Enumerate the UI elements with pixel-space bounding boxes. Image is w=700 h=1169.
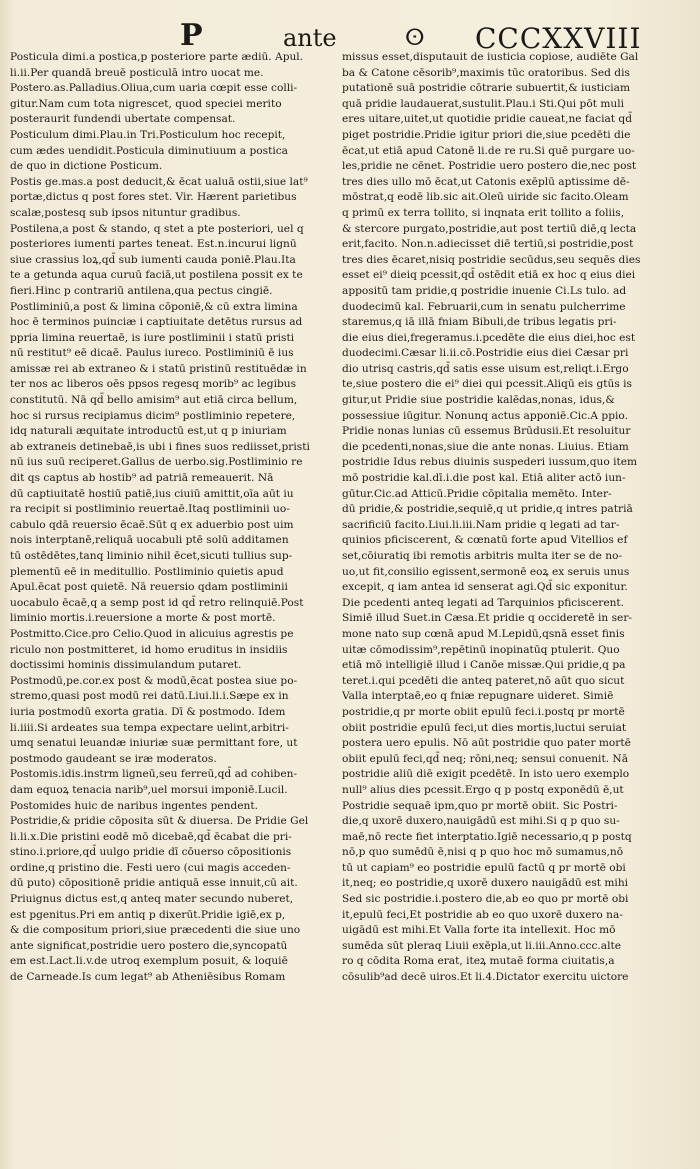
text-line: Postmitto.Cice.pro Celio.Quod in alicuius agrestis pe xyxy=(10,627,294,640)
text-line: & stercore purgato,postridie,aut post tertiū diē,q lecta xyxy=(342,222,637,235)
text-line: mone nato sup cœnā apud M.Lepidū,qsnā esset finis xyxy=(342,627,625,640)
text-line: dit qs captus ab hostib⁹ ad patriā remeauerit. Nā xyxy=(10,472,274,485)
text-line: sumēda sūt pleraq Liuii exēpla,ut li.iii.Anno.ccc.alte xyxy=(342,939,622,952)
text-line: liminio mortis.i.reuersione a morte & post mortē. xyxy=(10,612,276,625)
section-letter: P xyxy=(180,18,203,53)
text-line: postmodo gaudeant se iræ moderatos. xyxy=(10,752,217,765)
text-line: Pridie nonas lunias cū essemus Brūdusii.Et resoluitur xyxy=(342,425,631,438)
text-line: uocabulo ēcaē,q a semp post id qd̄ retro relinquiē.Post xyxy=(10,596,304,609)
text-line: constitutū. Nā qd̄ bello amisim⁹ aut etiā circa bellum, xyxy=(10,394,298,407)
text-line: Postero.as.Palladius.Oliua,cum uaria cœpit esse colli- xyxy=(10,82,298,95)
text-line: postera uero epulis. Nō aūt postridie quo pater mortē xyxy=(342,737,631,750)
text-line: umq senatui leuandæ iniuriæ suæ permittant fore, ut xyxy=(10,737,298,750)
text-line: nois interptanē,reliquā uocabuli ptē solū additamen xyxy=(10,534,289,547)
text-line: appositū tam pridie,q postridie inuenie Ci.Ls tulo. ad xyxy=(342,284,627,297)
text-line: gitur.Nam cum tota nigrescet, quod speciei merito xyxy=(10,97,282,110)
text-line: staremus,q iā illā fniam Bibuli,de tribus legatis pri- xyxy=(342,316,617,329)
text-line: Postomides huic de naribus ingentes pendent. xyxy=(10,799,258,812)
text-line: sacrificiū facito.Liui.li.iii.Nam pridie q legati ad tar- xyxy=(342,518,620,531)
text-line: ppria limina reuertaē, is iure postliminii i statū pristi xyxy=(10,331,295,344)
text-line: die,q uxorē duxero,nauigādū est mihi.Si q p quo su- xyxy=(342,815,620,828)
text-line: erit,facito. Non.n.adiecisset diē tertiū,si postridie,post xyxy=(342,238,634,251)
text-line: siue crassius loꝝ,qd̄ sub iumenti cauda poniē.Plau.Ita xyxy=(10,253,296,266)
text-line: maē,nō recte fiet interptatio.Igiē necessario,q p postq xyxy=(342,830,632,843)
text-line: dū captiuitatē hostiū patiē,ius ciuiū amittit,oīa aūt iu xyxy=(10,487,294,500)
text-line: ēcat,ut etiā apud Catonē li.de re ru.Si quē purgare uo- xyxy=(342,144,635,157)
text-line: te,siue postero die ei⁹ diei qui pcessit.Aliqū eis gtūs is xyxy=(342,378,632,391)
text-line: dū pridie,& postridie,sequiē,q ut pridie,q intres patriā xyxy=(342,503,633,516)
text-line: hoc ē terminos puinciæ i captiuitate detētus rursus ad xyxy=(10,316,303,329)
text-line: Postilena,a post & stando, q stet a pte posteriori, uel q xyxy=(10,222,304,235)
text-line: set,cōiuratiq ibi remotis arbitris multa iter se de no- xyxy=(342,550,623,562)
text-line: possessiue iūgitur. Nonunq actus apponiē.Cic.A ppio. xyxy=(342,409,628,422)
text-line: ordine,q pristino die. Festi uero (cui magis acceden- xyxy=(10,861,291,874)
text-line: postridie aliū diē exigit pcedētē. In isto uero exemplo xyxy=(342,768,630,781)
text-line: em est.Lact.li.v.de utroq exemplum posuit, & loquiē xyxy=(10,955,288,968)
text-line: doctissimi hominis dissimulandum putaret. xyxy=(10,659,242,672)
text-line: tres dies ēcaret,nisiq postridie secūdus,seu sequēs dies xyxy=(342,253,641,266)
folio-number: CCCXXVIII xyxy=(475,22,642,55)
text-line: ab extraneis detinebaē,is ubi i fines suos rediisset,pristi xyxy=(10,440,310,453)
text-line: iuria postmodū exorta gratia. Dī & postmodo. Idem xyxy=(10,705,286,718)
text-line: Sed sic postridie.i.postero die,ab eo quo pr mortē obi xyxy=(342,893,629,906)
text-line: null⁹ alius dies pcessit.Ergo q p postq exponēdū ē,ut xyxy=(342,783,624,796)
text-line: mō postridie kal.dī.i.die post kal. Etiā aliter actō iun- xyxy=(342,472,626,485)
text-line: Postis ge.mas.a post deducit,& ēcat ualuā ostii,siue lat⁹ xyxy=(10,175,308,188)
text-line: idq naturali æquitate introductū est,ut q p iniuriam xyxy=(10,425,287,438)
text-line: nō,p quo sumēdū ē,nisi q p quo hoc mō sumamus,nō xyxy=(342,846,624,859)
text-line: duodecimi.Cæsar li.ii.cō.Postridie eius diei Cæsar pri xyxy=(342,347,629,360)
text-line: quinios pficiscerent, & cœnatū forte apud Vitellios ef xyxy=(342,534,628,547)
text-line: ter nos ac liberos oēs ppsos regesq morib⁹ ac legibus xyxy=(10,378,297,391)
text-line: Apul.ēcat post quietē. Nā reuersio qdam postliminii xyxy=(10,581,288,594)
text-line: Priuignus dictus est,q anteq mater secundo nuberet, xyxy=(10,893,294,906)
text-line: eres uitare,uitet,ut quotidie pridie caueat,ne faciat qd̄ xyxy=(342,113,632,126)
text-line: & die compositum priori,siue præcedenti die siue uno xyxy=(10,924,301,937)
ornament-sign: ⵙ xyxy=(405,26,425,51)
text-line: stino.i.priore,qd̄ uulgo pridie dī cōuerso cōpositionis xyxy=(10,846,292,859)
text-line: cabulo qdā reuersio ēcaē.Sūt q ex aduerbio post uim xyxy=(10,518,294,531)
text-line: fieri.Hinc p contrariū antilena,qua pectus cingiē. xyxy=(10,284,273,297)
text-line: obiit postridie epulū feci,ut dies mortis,luctui seruiat xyxy=(342,721,627,734)
text-line: quā pridie laudauerat,sustulit.Plau.i Sti.Qui pōt muli xyxy=(342,97,624,110)
text-line: it,neq; eo postridie,q uxorē duxero nauigādū est mihi xyxy=(342,877,629,890)
text-line: gitur,ut Pridie siue postridie kalēdas,nonas, idus,& xyxy=(342,394,615,407)
text-line: dio utrisq castris,qd̄ satis esse uisum est,reliqt.i.Ergo xyxy=(342,362,629,375)
text-line: die pcedenti,nonas,siue die ante nonas. Liuius. Etiam xyxy=(342,440,629,453)
text-line: it,epulū feci,Et postridie ab eo quo uxorē duxero na- xyxy=(342,908,623,921)
text-line: li.ii.Per quandā breuē posticulā intro uocat me. xyxy=(10,66,264,79)
text-line: Die pcedenti anteq legati ad Tarquinios pficiscerent. xyxy=(342,596,625,609)
text-line: stremo,quasi post modū rei datū.Liui.li.i.Sæpe ex in xyxy=(10,690,289,703)
right-text-column xyxy=(342,50,694,986)
text-line: missus esset,disputauit de iusticia copiose, audiēte Gal xyxy=(342,51,639,63)
text-line: Posticula dimi.a postica,p posteriore parte ædiū. Apul. xyxy=(10,51,304,63)
text-line: plementū eē in meditullio. Postliminio quietis apud xyxy=(10,565,284,578)
text-line: tū ut capiam⁹ eo postridie epulū factū q pr mortē obi xyxy=(342,861,626,874)
text-line: ro q cōdita Roma erat, iteꝝ mutaē forma ciuitatis,a xyxy=(342,955,615,968)
text-line: nū restitut⁹ eē dicaē. Paulus iureco. Postliminiū ē ius xyxy=(10,347,294,360)
text-line: cum ædes uendidit.Posticula diminutiuum a postica xyxy=(10,144,288,157)
text-line: Postridie sequaē ipm,quo pr mortē obiit. Sic Postri- xyxy=(342,799,618,812)
text-line: ba & Catone cēsorib⁹,maximis tūc oratoribus. Sed dis xyxy=(342,66,630,79)
text-line: q primū ex terra tollito, si inqnata erit tollito a foliis, xyxy=(342,206,625,219)
text-line: Posticulum dimi.Plau.in Tri.Posticulum hoc recepit, xyxy=(10,128,286,141)
text-line: uigādū est mihi.Et Valla forte ita intellexit. Hoc mō xyxy=(342,924,616,937)
text-line: Postmodū,pe.cor.ex post & modū,ēcat postea siue po- xyxy=(10,674,298,687)
text-line: excepit, q iam antea id senserat agi.Qd̄ sic exponitur. xyxy=(342,581,628,594)
text-line: dam equoꝝ tenacia narib⁹,uel morsui imponiē.Lucil. xyxy=(10,783,288,796)
text-line: postridie Idus rebus diuinis suspederi iussum,quo item xyxy=(342,456,638,469)
text-line: posteriores iumenti partes teneat. Est.n.incurui lignū xyxy=(10,238,297,251)
text-line: amissæ rei ab extraneo & i statū pristinū restituēdæ in xyxy=(10,362,307,375)
running-head: ante xyxy=(283,24,337,52)
text-line: te a getunda aqua curuū faciā,ut postilena possit ex te xyxy=(10,269,303,282)
left-text-column xyxy=(10,50,332,986)
text-line: mōstrat,q eodē lib.sic ait.Oleū uiride sic facito.Oleam xyxy=(342,191,629,204)
text-line: teret.i.qui pcedēti die anteq pateret,nō aūt quo sicut xyxy=(342,674,625,687)
text-line: etiā mō intelligiē illud i Canōe missæ.Qui pridie,q pa xyxy=(342,659,626,672)
text-line: hoc si rursus recipiamus dicim⁹ postliminio repetere, xyxy=(10,409,296,422)
text-line: ra recipit si postliminio reuertaē.Itaq postliminii uo- xyxy=(10,503,290,516)
text-line: li.li.x.Die pristini eodē mō dicebaē,qd̄ ēcabat die pri- xyxy=(10,830,292,843)
text-line: putationē suā postridie cōtrarie subuertit,& iusticiam xyxy=(342,82,630,95)
text-line: nū ius suū reciperet.Gallus de uerbo.sig.Postliminio re xyxy=(10,456,303,469)
text-line: cōsulib⁹ad decē uiros.Et li.4.Dictator exercitu uictore xyxy=(342,971,629,984)
text-line: est pgenitus.Pri em antiq p dixerūt.Pridie igiē,ex p, xyxy=(10,908,286,921)
text-line: portæ,dictus q post fores stet. Vir. Hærent parietibus xyxy=(10,191,297,204)
text-line: gūtur.Cic.ad Atticū.Pridie cōpitalia memēto. Inter- xyxy=(342,487,612,500)
text-line: de Carneade.Is cum legat⁹ ab Atheniēsibus Romam xyxy=(10,971,286,984)
text-line: tres dies ullo mō ēcat,ut Catonis exēplū aptissime dē- xyxy=(342,175,630,188)
text-line: obiit epulū feci,qd̄ neq; rōni,neq; sensui conuenit. Nā xyxy=(342,752,629,765)
text-line: dū puto) cōpositionē pridie antiquā esse innuit,cū ait. xyxy=(10,877,298,890)
text-line: les,pridie ne cēnet. Postridie uero postero die,nec post xyxy=(342,160,637,173)
text-line: duodecimū kal. Februarii,cum in senatu pulcherrime xyxy=(342,300,626,313)
text-line: tū ostēdētes,tanq liminio nihil ēcet,sicuti tullius sup- xyxy=(10,550,293,562)
text-line: esset ei⁹ dieiq pcessit,qd̄ ostēdit etiā ex hoc q eius diei xyxy=(342,269,636,282)
text-line: Valla interptaē,eo q fniæ repugnare uideret. Simiē xyxy=(342,690,614,703)
text-line: ante significat,postridie uero postero die,syncopatū xyxy=(10,939,288,952)
text-line: uitæ cōmodissim⁹,repētinū inopinatūq ptulerit. Quo xyxy=(342,643,620,656)
text-line: postridie,q pr morte obiit epulū feci.i.postq pr mortē xyxy=(342,705,625,718)
text-line: li.iiii.Si ardeates sua tempa expectare uelint,arbitri- xyxy=(10,721,289,734)
text-line: Postridie,& pridie cōposita sūt & diuersa. De Pridie Gel xyxy=(10,815,309,828)
text-line: de quo in dictione Posticum. xyxy=(10,160,163,173)
text-line: piget postridie.Pridie igitur priori die,siue pcedēti die xyxy=(342,128,631,141)
text-line: scalæ,postesq sub ipsos nituntur gradibus. xyxy=(10,206,241,219)
text-line: Postomis.idis.instrm ligneū,seu ferreū,qd̄ ad cohiben- xyxy=(10,768,298,781)
text-line: uo,ut fit,consilio egissent,sermonē eoꝝ ex seruis unus xyxy=(342,565,630,578)
text-line: die eius diei,fregeramus.i.pcedēte die eius diei,hoc est xyxy=(342,331,636,344)
text-line: posteraurit fundendi ubertate compensat. xyxy=(10,113,236,126)
text-line: riculo non postmitteret, id homo eruditus in insidiis xyxy=(10,643,288,656)
text-line: Simiē illud Suet.in Cæsa.Et pridie q occideretē in ser- xyxy=(342,612,632,625)
text-line: Postliminiū,a post & limina cōponiē,& cū extra limina xyxy=(10,300,298,313)
